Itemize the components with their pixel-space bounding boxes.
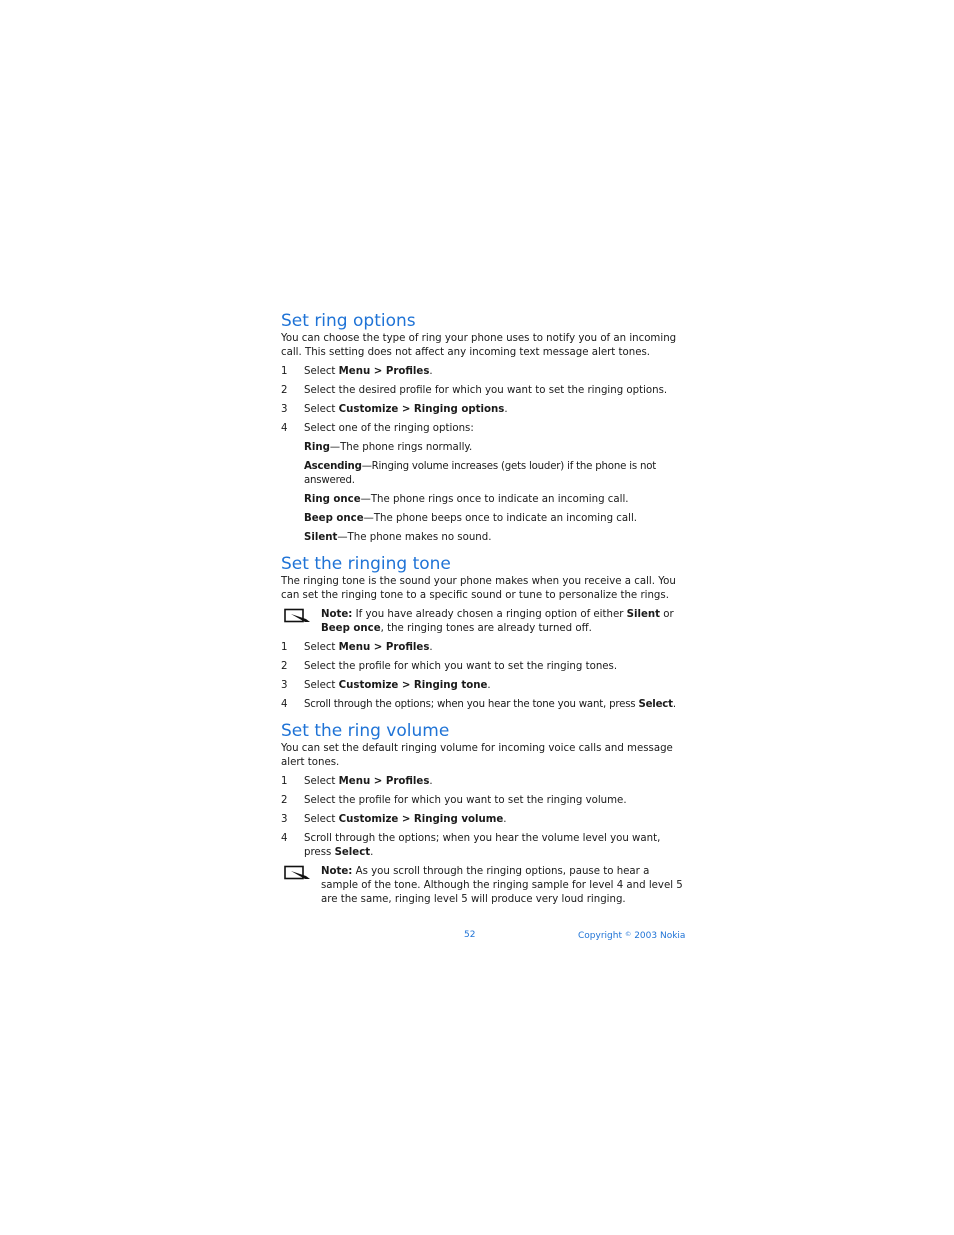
- menu-term: Select: [334, 847, 371, 858]
- menu-term: Profiles: [385, 366, 430, 377]
- step-text: Select: [304, 814, 339, 825]
- step-text: Select: [304, 642, 339, 653]
- note-label: Note:: [321, 866, 353, 877]
- step-text: Select the desired profile for which you want to set the ringing options.: [304, 385, 668, 396]
- menu-term: Customize: [338, 404, 399, 415]
- menu-separator: >: [398, 680, 414, 691]
- option-desc: —Ringing volume increases (gets louder) if the phone is not answered.: [304, 461, 657, 486]
- step-text: .: [370, 847, 374, 858]
- step-number: 4: [281, 423, 288, 434]
- option-name: Ring once: [304, 494, 361, 505]
- copyright-notice: [578, 930, 685, 941]
- step-number: 2: [281, 795, 288, 806]
- step-text: Select the profile for which you want to set the ringing tones.: [304, 661, 618, 672]
- menu-term: Menu: [338, 366, 371, 377]
- step-text: .: [672, 699, 676, 710]
- menu-term: Menu: [338, 776, 371, 787]
- option-name: Ring: [304, 442, 330, 453]
- step-item: [281, 403, 685, 417]
- page-content: [281, 310, 685, 915]
- note-pencil-icon: [284, 865, 312, 881]
- section-title: Set ring options: [281, 311, 416, 331]
- ring-option: [281, 441, 685, 455]
- step-item: [281, 660, 685, 674]
- step-number: 2: [281, 385, 288, 396]
- note-label: Note:: [321, 609, 353, 620]
- step-text: Select: [304, 776, 339, 787]
- ring-option: [281, 460, 685, 488]
- step-text: .: [429, 366, 433, 377]
- step-text: Select: [304, 680, 339, 691]
- menu-term: Ringing volume: [413, 814, 504, 825]
- menu-separator: >: [370, 366, 386, 377]
- step-text: .: [429, 776, 433, 787]
- step-text: Scroll through the options; when you hear the tone you want, press: [304, 699, 639, 710]
- option-desc: —The phone rings once to indicate an incoming call.: [360, 494, 629, 505]
- step-text: Select: [304, 404, 339, 415]
- option-name: Ascending: [304, 461, 362, 472]
- section-title: Set the ring volume: [281, 721, 450, 741]
- menu-separator: >: [398, 404, 414, 415]
- step-number: 3: [281, 404, 288, 415]
- section-intro: You can choose the type of ring your phone uses to notify you of an incoming call. This setting does not affect any incoming text message alert tones.: [281, 333, 677, 358]
- step-item: [281, 698, 685, 712]
- step-text: .: [429, 642, 433, 653]
- step-number: 1: [281, 776, 288, 787]
- note-block: [281, 608, 685, 636]
- copyright-text: Copyright: [578, 931, 625, 941]
- step-number: 1: [281, 366, 288, 377]
- step-text: Select: [304, 366, 339, 377]
- note-term: Beep once: [321, 623, 381, 634]
- step-item: [281, 384, 685, 398]
- step-number: 4: [281, 699, 288, 710]
- menu-term: Customize: [338, 814, 399, 825]
- step-number: 4: [281, 833, 288, 844]
- section-ringing-tone: [281, 553, 685, 712]
- note-block: [281, 865, 685, 907]
- menu-term: Profiles: [385, 776, 430, 787]
- note-term: Silent: [626, 609, 661, 620]
- copyright-text: 2003 Nokia: [631, 931, 686, 941]
- menu-term: Customize: [338, 680, 399, 691]
- step-number: 3: [281, 680, 288, 691]
- option-name: Beep once: [304, 513, 364, 524]
- note-text: As you scroll through the ringing options, pause to hear a sample of the tone. Although the ringing sample for level 4 and level 5 are the same, ringing level 5 will produce very loud ringing.: [321, 866, 683, 905]
- step-item: [281, 422, 685, 436]
- step-item: [281, 813, 685, 827]
- ring-option: [281, 531, 685, 545]
- menu-term: Profiles: [385, 642, 430, 653]
- step-text: .: [487, 680, 491, 691]
- section-intro: You can set the default ringing volume for incoming voice calls and message alert tones.: [281, 743, 673, 768]
- step-number: 2: [281, 661, 288, 672]
- section-ring-options: [281, 310, 685, 545]
- menu-separator: >: [398, 814, 414, 825]
- step-text: .: [504, 404, 508, 415]
- ring-option: [281, 493, 685, 507]
- menu-term: Ringing options: [413, 404, 505, 415]
- note-text: or: [660, 609, 674, 620]
- note-text: , the ringing tones are already turned off.: [380, 623, 592, 634]
- option-desc: —The phone beeps once to indicate an incoming call.: [363, 513, 638, 524]
- menu-term: Select: [638, 699, 673, 710]
- step-text: .: [503, 814, 507, 825]
- step-text: Select the profile for which you want to set the ringing volume.: [304, 795, 627, 806]
- ring-option: [281, 512, 685, 526]
- menu-separator: >: [370, 776, 386, 787]
- note-pencil-icon: [284, 608, 312, 624]
- step-item: [281, 679, 685, 693]
- option-desc: —The phone makes no sound.: [337, 532, 492, 543]
- step-item: [281, 775, 685, 789]
- menu-term: Ringing tone: [413, 680, 488, 691]
- step-number: 1: [281, 642, 288, 653]
- page-number: 52: [464, 930, 476, 940]
- step-text: Scroll through the options; when you hear the volume level you want, press: [304, 833, 661, 858]
- step-number: 3: [281, 814, 288, 825]
- step-text: Select one of the ringing options:: [304, 423, 474, 434]
- copyright-symbol: ©: [624, 930, 632, 938]
- section-ring-volume: [281, 720, 685, 907]
- step-item: [281, 832, 685, 860]
- step-item: [281, 794, 685, 808]
- option-desc: —The phone rings normally.: [329, 442, 473, 453]
- menu-term: Menu: [338, 642, 371, 653]
- option-name: Silent: [304, 532, 338, 543]
- note-text: If you have already chosen a ringing option of either: [352, 609, 627, 620]
- section-intro: The ringing tone is the sound your phone makes when you receive a call. You can set the ringing tone to a specific sound or tune to personalize the rings.: [281, 576, 676, 601]
- step-item: [281, 365, 685, 379]
- step-item: [281, 641, 685, 655]
- menu-separator: >: [370, 642, 386, 653]
- section-title: Set the ringing tone: [281, 554, 451, 574]
